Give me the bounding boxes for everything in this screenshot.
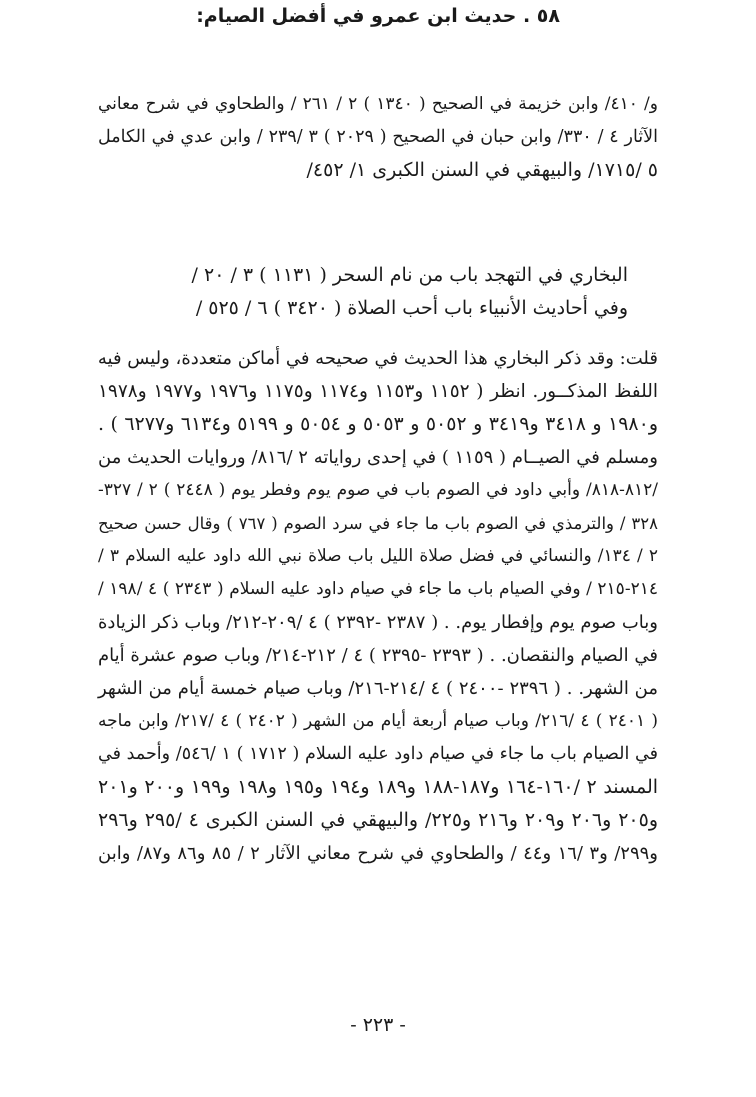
section-heading: ٥٨ . حديث ابن عمرو في أفضل الصيام: xyxy=(196,5,560,27)
text-line: في الصيام والنقصان. . ( ٢٣٩٣ -٢٣٩٥ ) ٤ / ٢١٢-٢١٤/ وباب صوم عشرة أيام xyxy=(98,645,658,666)
page-number: - ٢٢٣ - xyxy=(350,1014,406,1036)
text-line: و١٩٨٠ و ٣٤١٨ و٣٤١٩ و ٥٠٥٢ و ٥٠٥٣ و ٥٠٥٤ و ٥١٩٩ و٦١٣٤ و٦٢٧٧ ) . xyxy=(98,413,659,435)
text-line: ٥ /١٧١٥/ والبيهقي في السنن الكبرى ١/ ٤٥٢/ xyxy=(306,159,658,181)
text-line: ٢ / ١٣٤/ والنسائي في فضل صلاة الليل باب صلاة نبي الله داود عليه السلام ٣ / xyxy=(98,546,658,566)
text-line: ٣٢٨ / والترمذي في الصوم باب ما جاء في سرد الصوم ( ٧٦٧ ) وقال حسن صحيح xyxy=(98,514,658,533)
text-line: ومسلم في الصيــام ( ١١٥٩ ) في إحدى رواياته ٢ /٨١٦/ وروايات الحديث من xyxy=(98,447,658,468)
text-line: وباب صوم يوم وإفطار يوم. . ( ٢٣٨٧ -٢٣٩٢ ) ٤ /٢٠٩-٢١٢/ وباب ذكر الزيادة xyxy=(98,612,658,633)
text-line: من الشهر. . ( ٢٣٩٦ -٢٤٠٠ ) ٤ /٢١٤-٢١٦/ وباب صيام خمسة أيام من الشهر xyxy=(98,678,658,699)
text-line: ٢١٤-٢١٥ / وفي الصيام باب ما جاء في صيام داود عليه السلام ( ٢٣٤٣ ) ٤ /١٩٨ / xyxy=(98,579,658,599)
body-paragraph xyxy=(98,342,658,870)
text-line: /٨١٢-٨١٨/ وأبي داود في الصوم باب في صوم يوم وفطر يوم ( ٢٤٤٨ ) ٢ / ٣٢٧- xyxy=(98,480,658,500)
text-line: الآثار ٤ / ٣٣٠/ وابن حبان في الصحيح ( ٢٠٢٩ ) ٣ /٢٣٩ / وابن عدي في الكامل xyxy=(98,127,658,147)
reference-line: البخاري في التهجد باب من نام السحر ( ١١٣١ ) ٣ / ٢٠ / xyxy=(191,264,628,286)
text-line: المسند ٢ /١٦٠-١٦٤ و١٨٧-١٨٨ و١٨٩ و١٩٤ و١٩٥ و١٩٨ و١٩٩ و٢٠٠ و٢٠١ xyxy=(98,776,659,798)
text-line: قلت: وقد ذكر البخاري هذا الحديث في صحيحه في أماكن متعددة، وليس فيه xyxy=(97,348,658,369)
text-line: و٢٠٥ و٢٠٦ و٢٠٩ و٢١٦ و٢٢٥/ والبيهقي في السنن الكبرى ٤ /٢٩٥ و٢٩٦ xyxy=(98,809,659,831)
intro-paragraph xyxy=(98,88,658,187)
text-line: و/ ٤١٠/ وابن خزيمة في الصحيح ( ١٣٤٠ ) ٢ / ٢٦١ / والطحاوي في شرح معاني xyxy=(98,94,658,114)
references-list xyxy=(98,259,628,325)
text-line: ( ٢٤٠١ ) ٤ /٢١٦/ وباب صيام أربعة أيام من الشهر ( ٢٤٠٢ ) ٤ /٢١٧/ وابن ماجه xyxy=(98,711,658,731)
reference-line: وفي أحاديث الأنبياء باب أحب الصلاة ( ٣٤٢٠ ) ٦ / ٥٢٥ / xyxy=(195,297,628,319)
text-line: في الصيام باب ما جاء في صيام داود عليه السلام ( ١٧١٢ ) ١ /٥٤٦/ وأحمد في xyxy=(98,744,658,764)
text-line: اللفظ المذكــور. انظر ( ١١٥٢ و١١٥٣ و١١٧٤ و١١٧٥ و١٩٧٦ و١٩٧٧ و١٩٧٨ xyxy=(98,381,658,402)
text-line: و٢٩٩/ و٣ /١٦ و٤٤ / والطحاوي في شرح معاني الآثار ٢ / ٨٥ و٨٦ و٨٧/ وابن xyxy=(98,843,658,864)
